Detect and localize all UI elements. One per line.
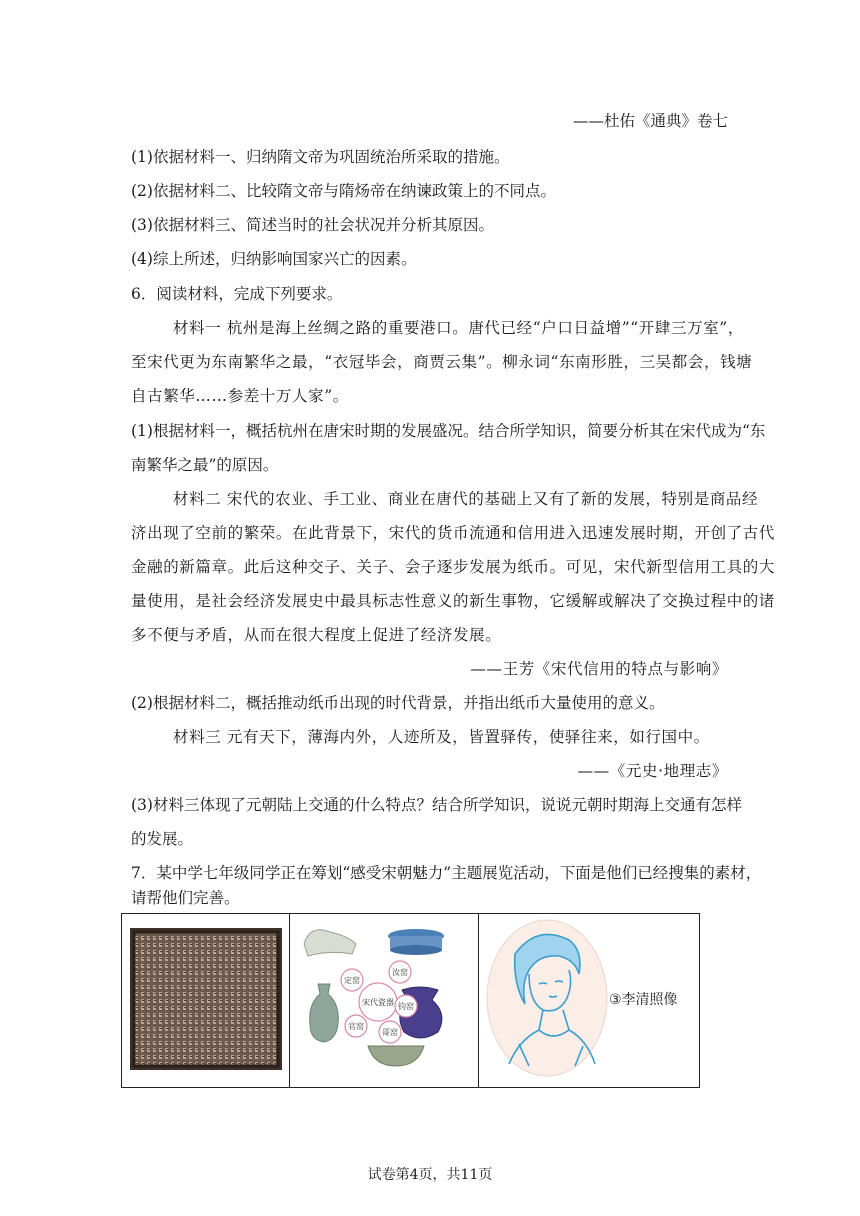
guan-vase-icon [310, 984, 339, 1042]
question-6-stem: 6．阅读材料，完成下列要求。 [131, 285, 343, 303]
porcelain-collage [290, 914, 478, 1083]
figures-table [121, 913, 700, 1088]
material-2-line: 金融的新篇章。此后这种交子、关子、会子逐步发展为纸币。可见，宋代新型信用工具的大 [131, 558, 776, 576]
printing-block-image [122, 914, 289, 1083]
question-5-4: (4)综上所述，归纳影响国家兴亡的因素。 [131, 250, 417, 268]
portrait-caption: ③李清照像 [609, 992, 678, 1008]
question-6-3: (3)材料三体现了元朝陆上交通的什么特点？结合所学知识，说说元朝时期海上交通有怎样 [131, 796, 742, 814]
material-2-line: 济出现了空前的繁荣。在此背景下，宋代的货币流通和信用进入迅速发展时期，开创了古代 [131, 524, 776, 542]
page-footer: 试卷第4页，共11页 [367, 1167, 493, 1183]
li-qingzhao-portrait [479, 914, 699, 1083]
source-tongdian: ——杜佑《通典》卷七 [572, 112, 728, 130]
material-2-source: ——王芳《宋代信用的特点与影响》 [470, 660, 728, 678]
figure-cell-li-qingzhao [479, 914, 700, 1088]
figure-cell-printing-block [122, 914, 290, 1088]
question-7-stem: 7．某中学七年级同学正在筹划“感受宋朝魅力”主题展览活动，下面是他们已经搜集的素材， [131, 864, 762, 882]
material-2-line: 材料二 宋代的农业、手工业、商业在唐代的基础上又有了新的发展，特别是商品经 [173, 490, 759, 508]
material-1-line: 材料一 杭州是海上丝绸之路的重要港口。唐代已经“户口日益增”“开肆三万室”， [173, 319, 744, 337]
question-5-3: (3)依据材料三、简述当时的社会状况并分析其原因。 [131, 216, 494, 234]
figure-cell-song-porcelain [290, 914, 479, 1088]
question-6-1: (1)根据材料一，概括杭州在唐宋时期的发展盛况。结合所学知识，简要分析其在宋代成为“东 [131, 422, 766, 440]
kiln-ding-label: 定窑 [344, 976, 360, 985]
material-1-line: 至宋代更为东南繁华之最，“衣冠毕会，商贾云集”。柳永词“东南形胜，三吴都会，钱塘 [131, 353, 753, 371]
material-2-line: 量使用，是社会经济发展史中最具标志性意义的新生事物，它缓解或解决了交换过程中的诸 [131, 592, 776, 610]
material-1-line: 自古繁华……参差十万人家”。 [131, 387, 349, 405]
question-6-2: (2)根据材料二，概括推动纸币出现的时代背景，并指出纸币大量使用的意义。 [131, 694, 665, 712]
question-7-stem: 请帮他们完善。 [131, 889, 240, 907]
material-3: 材料三 元有天下，薄海内外，人迹所及，皆置驿传，使驿往来，如行国中。 [173, 728, 710, 746]
kiln-ru-label: 汝窑 [392, 968, 408, 977]
kiln-center-label: 宋代瓷器 [362, 998, 394, 1007]
material-2-line: 多不便与矛盾，从而在很大程度上促进了经济发展。 [131, 626, 502, 644]
question-5-1: (1)依据材料一、归纳隋文帝为巩固统治所采取的措施。 [131, 148, 510, 166]
material-3-source: ——《元史·地理志》 [577, 762, 728, 780]
question-5-2: (2)依据材料二、比较隋文帝与隋炀帝在纳谏政策上的不同点。 [131, 182, 556, 200]
kiln-guan-label: 官窑 [348, 1022, 364, 1031]
kiln-jun-label: 钧窑 [398, 1002, 414, 1011]
ge-bowl-icon [368, 1046, 424, 1066]
question-6-1: 南繁华之最”的原因。 [131, 456, 279, 474]
ding-pillow-icon [304, 930, 356, 956]
kiln-ge-label: 哥窑 [382, 1028, 398, 1037]
question-6-3: 的发展。 [131, 830, 194, 848]
